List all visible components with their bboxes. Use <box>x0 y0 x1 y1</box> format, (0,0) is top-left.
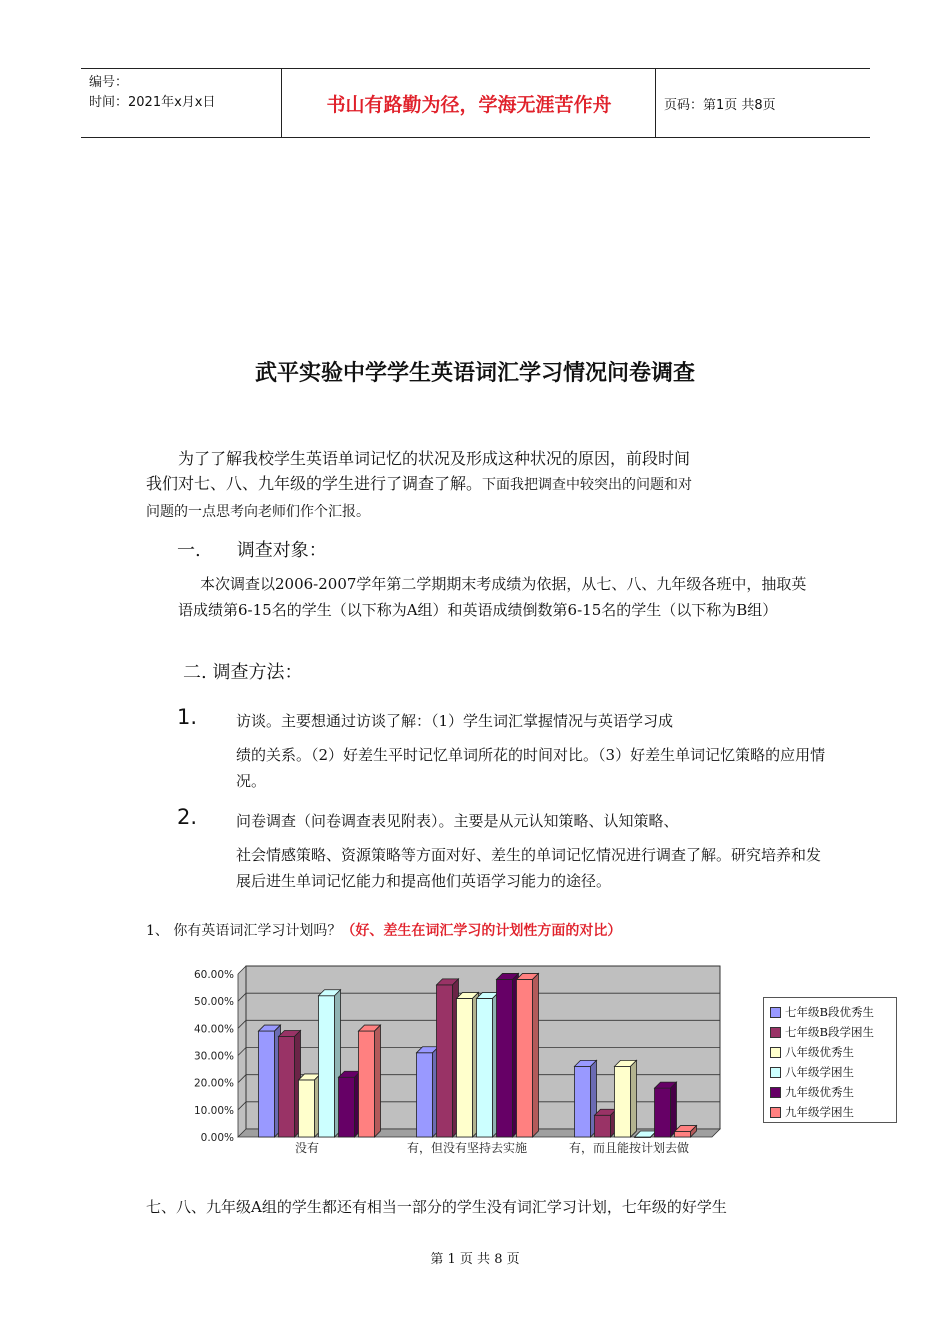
legend-swatch <box>770 1007 781 1018</box>
bar <box>457 998 473 1137</box>
legend-item <box>770 1044 854 1060</box>
item-2-rest: 社会情感策略、资源策略等方面对好、差生的单词记忆情况进行调查了解。研究培养和发展后进生单词记忆能力和提高他们英语学习能力的途径。 <box>236 846 822 890</box>
vocab-plan-chart <box>178 958 738 1158</box>
bar <box>477 998 493 1137</box>
x-category-label: 有，而且能按计划去做 <box>568 1141 690 1155</box>
y-tick-label: 60.00% <box>193 969 234 981</box>
number-label: 编号： <box>89 75 129 90</box>
bar <box>655 1088 671 1137</box>
legend-item <box>770 1024 874 1040</box>
bar <box>259 1031 275 1137</box>
legend-swatch <box>770 1067 781 1078</box>
x-category-label: 没有 <box>294 1141 320 1155</box>
header-page-number: 页码：第1页 共8页 <box>664 97 776 113</box>
bar-side <box>671 1082 677 1137</box>
legend-swatch <box>770 1027 781 1038</box>
section-1-body <box>178 571 818 623</box>
intro-line-3: 问题的一点思考向老师们作个汇报。 <box>146 504 370 520</box>
bar <box>497 979 513 1137</box>
item-2-line-1: 问卷调查（问卷调查表见附表）。主要是从元认知策略、认知策略、 <box>236 812 679 830</box>
conclusion-text: 七、八、九年级A组的学生都还有相当一部分的学生没有词汇学习计划，七年级的好学生 <box>146 1198 727 1216</box>
intro-line-2-main: 我们对七、八、九年级的学生进行了调查了解。 <box>146 474 483 493</box>
header-meta <box>89 73 215 113</box>
bar <box>437 985 453 1137</box>
legend-label: 八年级学困生 <box>785 1065 854 1079</box>
y-tick-label: 30.00% <box>193 1050 234 1063</box>
header-table <box>81 68 870 138</box>
legend-item <box>770 1064 854 1080</box>
section-1-heading: 一. 调查对象： <box>177 540 327 561</box>
bar <box>359 1031 375 1137</box>
item-2-text <box>236 808 826 894</box>
legend-label: 九年级优秀生 <box>785 1085 854 1099</box>
bar <box>675 1132 691 1137</box>
bar-side <box>631 1060 637 1137</box>
header-divider <box>281 69 282 137</box>
legend-label: 七年级B段学困生 <box>785 1025 874 1039</box>
bar <box>279 1036 295 1137</box>
question-1-highlight: （好、差生在词汇学习的计划性方面的对比） <box>341 923 622 939</box>
legend-label: 七年级B段优秀生 <box>785 1005 874 1019</box>
y-tick-label: 40.00% <box>193 1023 234 1036</box>
item-1-text <box>236 708 826 794</box>
x-category-label: 有，但没有坚持去实施 <box>406 1141 528 1155</box>
item-1-rest: 绩的关系。（2）好差生平时记忆单词所花的时间对比。（3）好差生单词记忆策略的应用情况。 <box>236 746 826 790</box>
question-1-text: 1、 你有英语词汇学习计划吗？ <box>146 923 342 939</box>
bar <box>417 1053 433 1137</box>
time-label: 时间：2021年x月x日 <box>89 95 216 110</box>
y-tick-label: 20.00% <box>193 1077 234 1090</box>
bar-side <box>533 973 539 1137</box>
bar <box>615 1066 631 1137</box>
bar <box>319 996 335 1137</box>
document-title: 武平实验中学学生英语词汇学习情况问卷调查 <box>254 361 695 386</box>
bar <box>517 979 533 1137</box>
y-tick-label: 0.00% <box>200 1132 234 1144</box>
intro-line-2-small: 下面我把调查中较突出的问题和对 <box>482 477 693 493</box>
bar <box>299 1080 315 1137</box>
y-tick-label: 50.00% <box>193 996 234 1009</box>
intro-line-2 <box>146 474 692 493</box>
legend-item <box>770 1004 874 1020</box>
bar <box>595 1115 611 1137</box>
header-motto: 书山有路勤为径，学海无涯苦作舟 <box>326 93 612 116</box>
legend-item <box>770 1084 854 1100</box>
section-2-heading: 二. 调查方法： <box>183 662 303 683</box>
item-2-number: 2. <box>177 805 198 829</box>
legend-swatch <box>770 1047 781 1058</box>
intro-line-1: 为了了解我校学生英语单词记忆的状况及形成这种状况的原因，前段时间 <box>178 449 691 468</box>
y-tick-label: 10.00% <box>193 1104 234 1117</box>
item-1-line-1: 访谈。主要想通过访谈了解：（1）学生词汇掌握情况与英语学习成 <box>236 712 674 730</box>
legend-swatch <box>770 1107 781 1118</box>
question-1 <box>146 920 621 940</box>
header-divider <box>655 69 656 137</box>
item-1-number: 1. <box>177 705 198 729</box>
chart-legend <box>763 997 897 1123</box>
bar <box>575 1066 591 1137</box>
legend-label: 八年级优秀生 <box>785 1045 854 1059</box>
page-footer: 第 1 页 共 8 页 <box>430 1252 520 1267</box>
bar-side <box>375 1025 381 1137</box>
bar <box>339 1077 355 1137</box>
section-1-text: 本次调查以2006-2007学年第二学期期末考成绩为依据，从七、八、九年级各班中，抽取英语成绩第6-15名的学生（以下称为A组）和英语成绩倒数第6-15名的学生（以下称为B组） <box>178 575 807 619</box>
intro-paragraph <box>146 446 818 525</box>
legend-label: 九年级学困生 <box>785 1105 854 1119</box>
legend-item <box>770 1104 854 1120</box>
legend-swatch <box>770 1087 781 1098</box>
